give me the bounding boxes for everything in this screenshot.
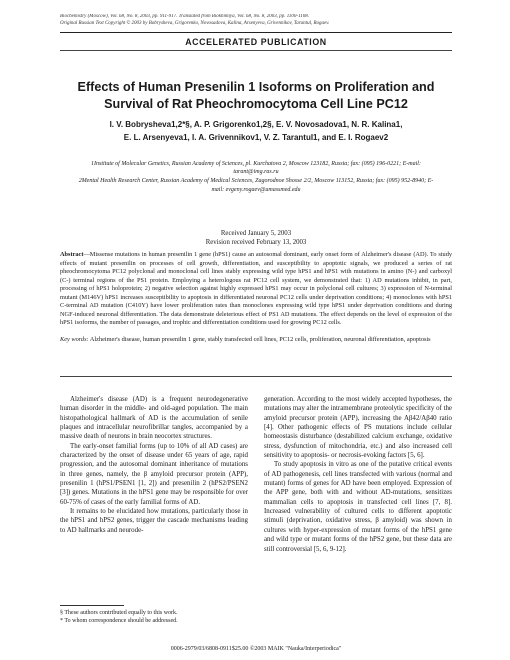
affiliation-2: 2Mental Health Research Center, Russian Academy of Medical Sciences, Zagorodnoe Shosse 2/2, Moscow 113152, Russia; fax: (095) 952-8940; E-mail: evgeny.rogaev@umassmed.edu [78,178,434,193]
received-date: Received January 5, 2003 [220,230,292,237]
footnote-correspondence: * To whom correspondence should be addressed. [60,618,178,624]
body-column-left [60,395,248,535]
keywords [60,336,452,344]
keywords-text: Alzheimer's disease, human presenilin 1 gene, stably transfected cell lines, PC12 cells, proliferation, neuronal differentiation, apoptosis [88,336,431,343]
revised-date: Revision received February 13, 2003 [205,239,307,246]
body-paragraph: It remains to be elucidated how mutations, particularly those in the hPS1 and hPS2 genes, trigger the cascade mechanisms leading to AD hallmarks and neurode- [60,508,248,534]
journal-header [60,14,450,27]
body-column-right [264,395,452,554]
body-paragraph: The early-onset familial forms (up to 10% of all AD cases) are characterized by the onset of disease under 65 years of age, rapid progression, and the autosomal dominant inheritance of mutations in three genes, namely, the β amyloid precursor protein (APP), presenilin 1 (hPS1/PSEN1 [1, 2]) and presenilin 2 (hPS2/PSEN2 [3]) genes. Mutations in the hPS1 gene may be responsible for over 60-75% of cases of the early familial forms of AD. [60,442,248,506]
abstract-divider [60,376,452,377]
author-line-1: I. V. Bobrysheva1,2*§, A. P. Grigorenko1,2§, E. V. Novosadova1, N. R. Kalina1, [109,120,403,129]
journal-copyright-line: Original Russian Text Copyright © 2003 by Bobrysheva, Grigorenko, Novosadova, Kalina, Arsenyeva, Grivennikov, Tarantul, Rogaev. [60,20,330,26]
footnote-rule [60,605,124,606]
page-footer: 0006-2979/03/6808-0911$25.00 ©2003 MAIK "Nauka/Interperiodica" [170,646,342,652]
affiliation-1: 1Institute of Molecular Genetics, Russian Academy of Sciences, pl. Kurchatova 2, Moscow 123182, Russia; fax: (095) 196-0221; E-mail: tarant@img.ras.ru [91,161,421,176]
article-title: Effects of Human Presenilin 1 Isoforms on Proliferation and Survival of Rat Pheochromocytoma Cell Line PC12 [77,80,435,111]
abstract-text: —Missense mutations in human presenilin 1 gene (hPS1) cause an autosomal dominant, early onset form of Alzheimer's disease (AD). To study effects of mutant presenilin on processes of cell growth, differentiation, and susceptibility to apoptotic signals, we produced a series of rat pheochromocytoma PC12 polyclonal and monoclonal cell lines stably expressing wild type hPS1 and hPS1 with mutations in amino (N-) and carboxyl (C-) terminal regions of the PS1 protein. Employing a heterologous rat PC12 cell system, we demonstrated that: 1) AD mutations inhibit, in part, processing of hPS1 holoprotein; 2) negative selection against highly expressed hPS1 may occur in polyclonal cell cultures; 3) expression of N-terminal mutant (M146V) hPS1 increases susceptibility to apoptosis in differentiated neuronal PC12 cells under deprivation conditions; 4) monoclones with hPS1 C-terminal AD mutation (C410Y) have lower proliferation rates than monoclones expressing wild type hPS1 under deprivation conditions and during NGF-induced neuronal differentiation. The data demonstrate deleterious effect of PS1 AD mutations. The effect depends on the level of expression of the hPS1 isoforms, the number of passages, and trophic and differentiation conditions used for growing PC12 cells. [60,251,452,326]
body-paragraph: generation. According to the most widely accepted hypotheses, the mutations may alter the intramembrane proteolytic specificity of the amyloid precursor protein (APP), increasing the Aβ42/Aβ40 ratio [4]. Other pathogenic effects of PS mutations include cellular homeostasis disturbance (destabilized calcium exchange, oxidative stress, dysfunction of mitochondria, etc.) and also increased cell sensitivity to apoptosis- or necrosis-evoking factors [5, 6]. [264,396,452,460]
affiliations [74,160,438,195]
section-label: ACCELERATED PUBLICATION [185,37,327,47]
header-rule-bottom [60,50,452,51]
author-line-2: E. L. Arsenyeva1, I. A. Grivennikov1, V. Z. Tarantul1, and E. I. Rogaev2 [123,132,389,142]
abstract-label: Abstract [60,251,84,258]
header-rule-top [60,32,452,33]
body-paragraph: Alzheimer's disease (AD) is a frequent neurodegenerative human disorder in the middle- and old-aged population. The main histopathological hallmark of AD is the accumulation of senile plaques and intracellular neurofibrillar tangles, accompanied by a massive death of neurons in brain neocortex structures. [60,396,248,441]
author-list [66,119,446,144]
footnote-equal-contribution: § These authors contributed equally to this work. [60,610,178,616]
abstract [60,251,452,328]
keywords-label: Key words: [60,336,89,343]
body-paragraph: To study apoptosis in vitro as one of the putative critical events of AD pathogenesis, cell lines transfected with various (normal and mutant) forms of genes for AD have been employed. Expression of the APP gene, both with and without AD-mutations, sensitizes mammalian cells to apoptosis in transfected cell lines [7, 8]. Increased vulnerability of cultured cells to different apoptotic stimuli (deprivation, oxidative stress, β amyloid) was shown in cultures with hyper-expression of mutant forms of the hPS1 gene and wild type or mutant forms of the hPS2 gene, but these data are still controversial [5, 6, 9-12]. [264,461,452,553]
journal-citation-line: Biochemistry (Moscow), Vol. 68, No. 8, 2003, pp. 911-917. Translated from Biokhimiya, Vol. 68, No. 8, 2003, pp. 1100-1108. [60,14,309,19]
footnotes [60,609,250,625]
manuscript-dates [60,229,452,247]
